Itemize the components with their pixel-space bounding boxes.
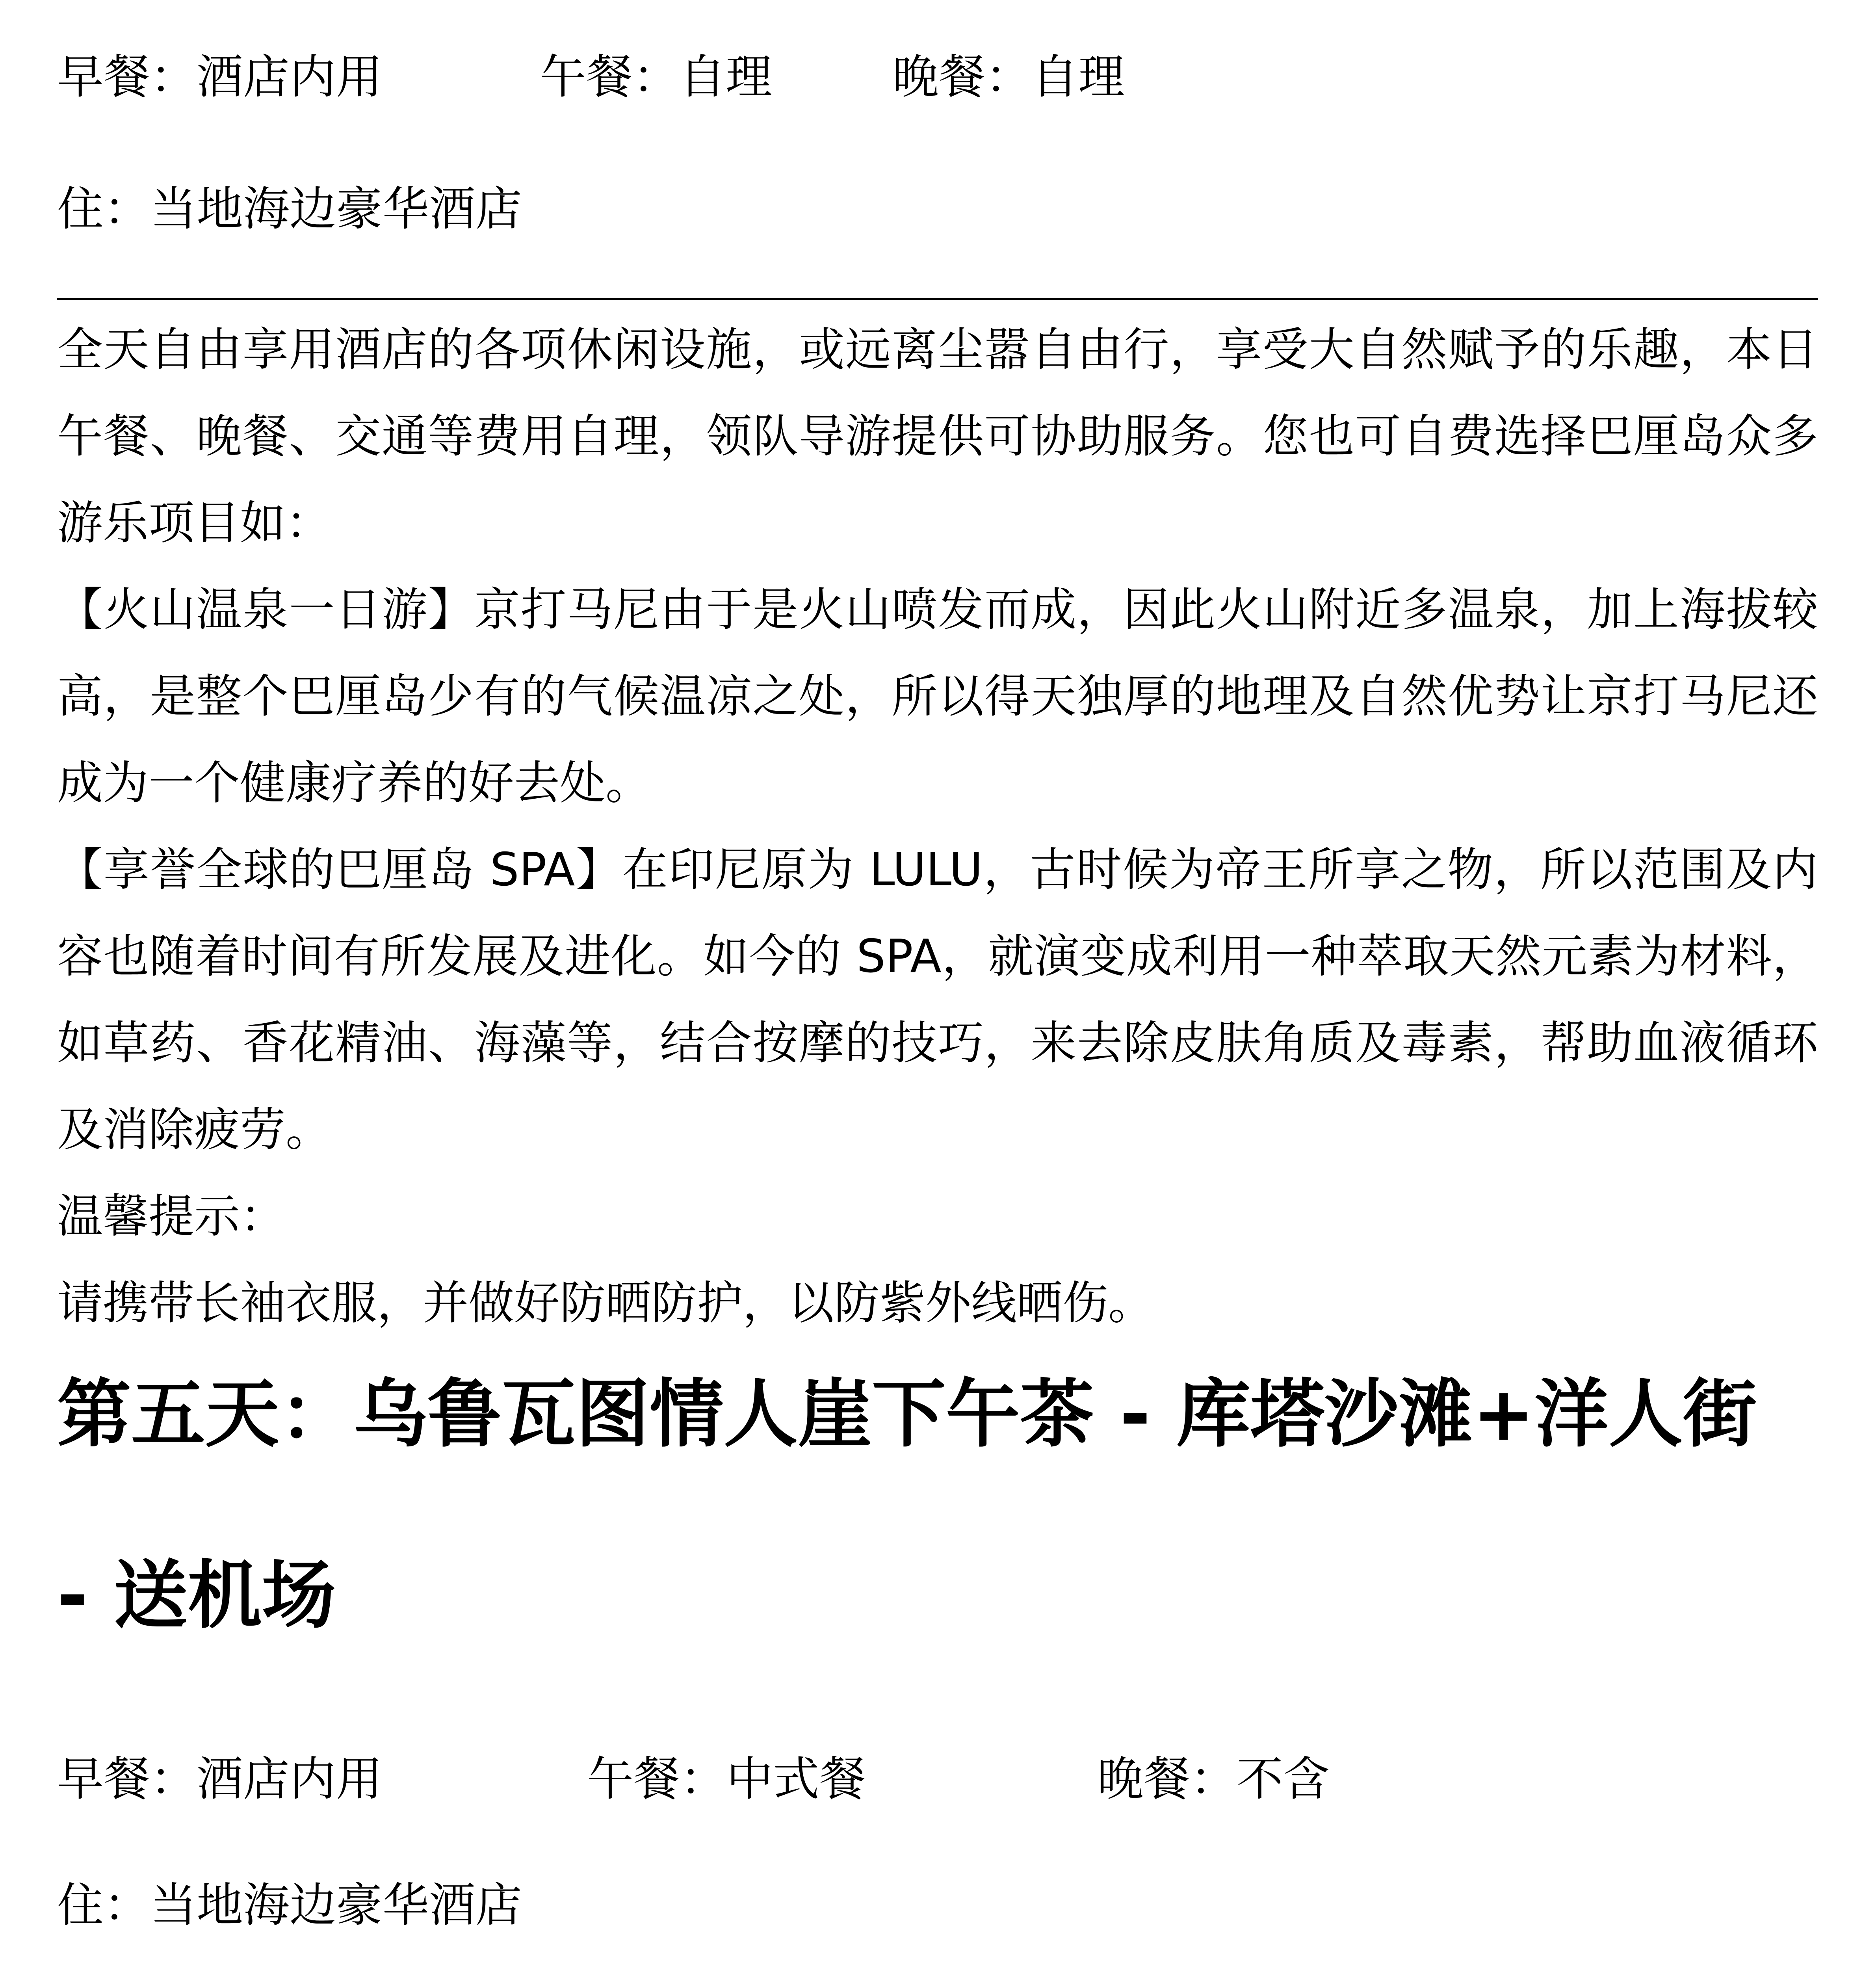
day4-dinner: 晚餐：自理 — [892, 50, 1125, 104]
day5-breakfast: 早餐：酒店内用 — [57, 1752, 383, 1806]
day4-stay: 住：当地海边豪华酒店 — [57, 182, 522, 236]
day4-lunch: 午餐：自理 — [540, 50, 773, 104]
day4-meals — [57, 47, 1818, 106]
day5-meals — [57, 1749, 1818, 1808]
day5-stay: 住：当地海边豪华酒店 — [57, 1878, 522, 1932]
day4-description — [57, 307, 1818, 1347]
day5-lunch: 午餐：中式餐 — [587, 1752, 866, 1806]
day5-heading-line2: - 送机场 — [57, 1552, 336, 1639]
day4-divider — [57, 298, 1818, 300]
day4-tips-label: 温馨提示： — [57, 1190, 286, 1243]
day4-paragraph-free-time: 全天自由享用酒店的各项休闲设施，或远离尘嚣自由行，享受大自然赋予的乐趣，本日午餐、晚餐、交通等费用自理，领队导游提供可协助服务。您也可自费选择巴厘岛众多游乐项目如： — [57, 323, 1818, 550]
day4-paragraph-spa: 【享誉全球的巴厘岛 SPA】在印尼原为 LULU，古时候为帝王所享之物，所以范围及内容也随着时间有所发展及进化。如今的 SPA，就演变成利用一种萃取天然元素为材料，如草药、香花精油、海藻等，结合按摩的技巧，来去除皮肤角质及毒素，帮助血液循环及消除疲劳。 — [57, 843, 1818, 1156]
day5-heading-line1: 第五天：乌鲁瓦图情人崖下午茶 - 库塔沙滩+洋人街 — [57, 1371, 1757, 1457]
day4-breakfast: 早餐：酒店内用 — [57, 50, 383, 104]
day4-tips-text: 请携带长袖衣服，并做好防晒防护，以防紫外线晒伤。 — [57, 1277, 1154, 1330]
day4-paragraph-volcano: 【火山温泉一日游】京打马尼由于是火山喷发而成，因此火山附近多温泉，加上海拔较高，是整个巴厘岛少有的气候温凉之处，所以得天独厚的地理及自然优势让京打马尼还成为一个健康疗养的好去处。 — [57, 583, 1818, 810]
day5-dinner: 晚餐：不含 — [1097, 1752, 1330, 1806]
